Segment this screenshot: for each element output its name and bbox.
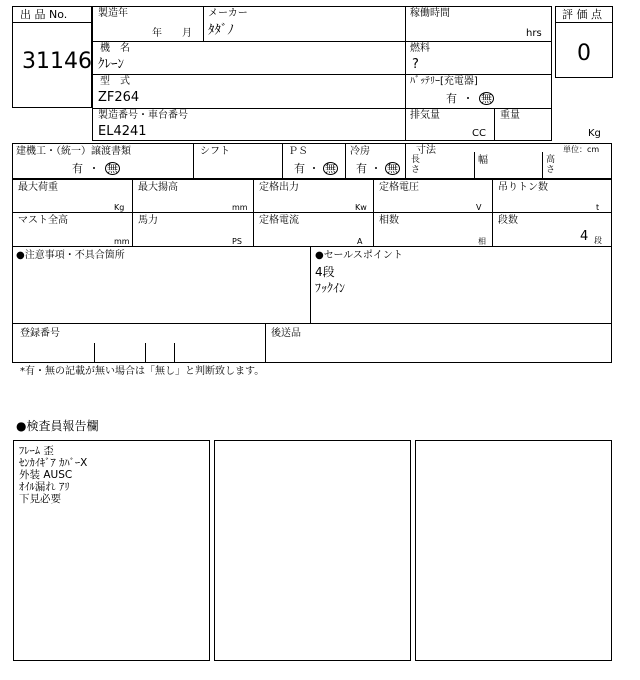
inspector-report-text: ﾌﾚｰﾑ 歪 ｾﾝｶｲｷﾞｱ ｶﾊﾞｰX 外装 AUSC ｵｲﾙ漏れ ｱﾘ 下見必要 [19, 445, 88, 505]
sales-point-label: ●セールスポイント [315, 250, 403, 261]
divider [474, 152, 475, 179]
divider [310, 246, 311, 324]
cooling-label: 冷房 [350, 146, 370, 157]
stages-unit: 段 [594, 236, 602, 245]
battery-dot: ・ [462, 92, 474, 105]
rated-voltage-unit: V [476, 203, 482, 212]
transfer-docs-label: 建機工・（統一）譲渡書類 [16, 146, 131, 157]
inspector-report-title: ●検査員報告欄 [16, 419, 99, 433]
sales-point-line-2: ﾌｯｸｲﾝ [315, 281, 346, 295]
registration-number-label: 登録番号 [20, 328, 60, 339]
divider [193, 143, 194, 179]
cooling-dot: ・ [370, 162, 382, 175]
fuel-label: 燃料 [410, 43, 430, 54]
serial-number-label: 製造番号・車台番号 [98, 110, 188, 121]
ps-label: ＰＳ [288, 146, 308, 157]
shift-label: シフト [200, 146, 230, 157]
stages-value: 4 [580, 229, 589, 244]
phase-count-unit: 相 [478, 237, 486, 246]
rated-current-unit: A [357, 237, 363, 246]
rated-output-unit: Kw [355, 203, 367, 212]
rated-current-label: 定格電流 [259, 215, 299, 226]
unit-note: 単位：cm [563, 145, 600, 154]
divider [92, 74, 552, 75]
footnote: *有・無の記載が無い場合は「無し」と判断致します。 [20, 366, 265, 377]
cooling-yes: 有 [356, 162, 367, 175]
max-lift-label: 最大揚高 [138, 182, 178, 193]
inspector-report-panel-3 [415, 440, 612, 661]
max-lift-unit: mm [232, 203, 248, 212]
mast-height-unit: mm [114, 237, 130, 246]
divider [265, 323, 266, 363]
dimensions-label: 寸法 [416, 145, 436, 156]
ps-dot: ・ [308, 162, 320, 175]
weight-label: 重量 [500, 110, 520, 121]
divider [145, 343, 146, 363]
operating-hours-label: 稼働時間 [410, 8, 450, 19]
transfer-yes: 有 [72, 162, 83, 175]
dimension-length-label: 長 さ [411, 155, 421, 175]
mast-height-label: マスト全高 [18, 215, 68, 226]
lot-number-value: 31146 [22, 49, 92, 74]
maker-label: メーカー [208, 8, 248, 19]
caution-label: ●注意事項・不具合箇所 [16, 250, 125, 261]
transfer-docs-options [72, 162, 120, 175]
fuel-value: ? [412, 57, 419, 72]
divider [345, 143, 346, 179]
dimension-width-label: 幅 [478, 155, 488, 166]
divider [203, 6, 204, 41]
ps-no-circled: 無 [325, 162, 336, 175]
transfer-no-circled: 無 [107, 162, 118, 175]
model-name-label: 機 名 [100, 43, 130, 54]
divider [92, 108, 552, 109]
rated-output-label: 定格出力 [259, 182, 299, 193]
manufacture-year-label: 製造年 [98, 8, 128, 19]
weight-unit: Kg [588, 128, 601, 139]
year-month-label: 年 月 [152, 28, 192, 39]
divider [94, 343, 95, 363]
divider [174, 343, 175, 363]
hoist-tonnage-unit: t [596, 203, 600, 212]
divider [555, 22, 613, 23]
rated-voltage-label: 定格電圧 [379, 182, 419, 193]
divider [405, 143, 406, 179]
stages-label: 段数 [498, 215, 518, 226]
divider [494, 108, 495, 141]
horsepower-label: 馬力 [138, 215, 158, 226]
grade-value: 0 [577, 41, 591, 66]
registration-box [12, 323, 612, 363]
model-name-value: ｸﾚｰﾝ [98, 57, 124, 72]
serial-number-value: EL4241 [98, 124, 147, 139]
inspector-report-panel-2 [214, 440, 411, 661]
sales-point-line-1: 4段 [315, 265, 335, 279]
divider [282, 143, 283, 179]
spec-row-2 [12, 212, 612, 247]
model-type-label: 型 式 [100, 76, 130, 87]
grade-label: 評 価 点 [562, 8, 602, 21]
transfer-dot: ・ [88, 162, 100, 175]
maker-value: ﾀﾀﾞﾉ [208, 23, 234, 38]
divider [92, 41, 552, 42]
cooling-options [356, 162, 400, 175]
displacement-unit: CC [472, 128, 486, 139]
divider [12, 22, 92, 23]
horsepower-unit: PS [232, 237, 242, 246]
battery-label: ﾊﾞｯﾃﾘｰ[充電器] [410, 76, 478, 87]
cooling-no-circled: 無 [387, 162, 398, 175]
displacement-label: 排気量 [410, 110, 440, 121]
ps-yes: 有 [294, 162, 305, 175]
max-load-label: 最大荷重 [18, 182, 58, 193]
divider [405, 6, 406, 141]
lot-number-label: 出 品 No. [20, 8, 68, 21]
max-load-unit: Kg [114, 203, 125, 212]
dimension-height-label: 高 さ [546, 155, 556, 175]
divider [542, 152, 543, 179]
battery-options [446, 92, 494, 105]
hours-unit: hrs [526, 28, 542, 39]
ps-options [294, 162, 338, 175]
hoist-tonnage-label: 吊りトン数 [498, 182, 548, 193]
shipping-items-label: 後送品 [271, 328, 301, 339]
model-type-value: ZF264 [98, 90, 140, 105]
phase-count-label: 相数 [379, 215, 399, 226]
battery-no-circled: 無 [481, 92, 492, 105]
battery-yes: 有 [446, 92, 457, 105]
